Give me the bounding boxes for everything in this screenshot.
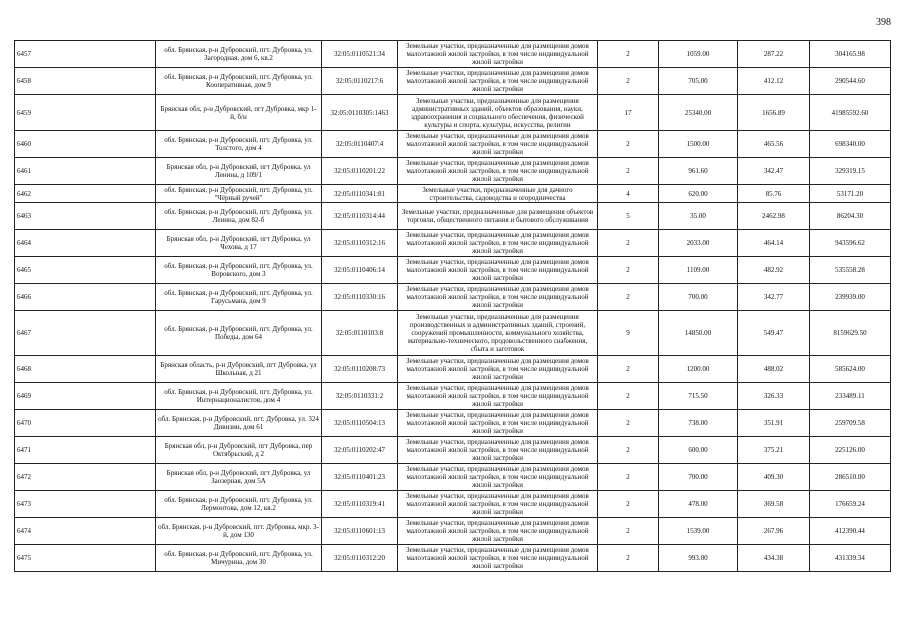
land-use-cell: Земельные участки, предназначенные для размещения домов малоэтажной жилой застройки, в том числе индивидуальной жилой застройки — [398, 464, 598, 491]
cadastral-value-cell: 239939.00 — [810, 284, 891, 311]
row-number: 6474 — [15, 518, 156, 545]
row-number: 6471 — [15, 437, 156, 464]
cadastral-number-cell: 32:05:0110401:23 — [322, 464, 398, 491]
table-row — [15, 41, 891, 68]
use-group-code-cell: 2 — [598, 158, 659, 185]
cadastral-value-cell: 233489.11 — [810, 383, 891, 410]
specific-value-cell: 342.77 — [738, 284, 810, 311]
land-use-cell: Земельные участки, предназначенные для дачного строительства, садоводства и огородничества — [398, 185, 598, 203]
address-cell: обл. Брянская, р-н Дубровский, пгт. Дубровка, ул. Толстого, дом 4 — [156, 131, 322, 158]
specific-value-cell: 434.38 — [738, 545, 810, 572]
use-group-code-cell: 9 — [598, 311, 659, 356]
area-cell: 738.00 — [659, 410, 738, 437]
table-row — [15, 410, 891, 437]
table-row — [15, 437, 891, 464]
row-number: 6462 — [15, 185, 156, 203]
land-use-cell: Земельные участки, предназначенные для размещения домов малоэтажной жилой застройки, в том числе индивидуальной жилой застройки — [398, 284, 598, 311]
specific-value-cell: 85.76 — [738, 185, 810, 203]
use-group-code-cell: 2 — [598, 437, 659, 464]
table-body — [15, 41, 891, 572]
use-group-code-cell: 2 — [598, 284, 659, 311]
land-use-cell: Земельные участки, предназначенные для размещения домов малоэтажной жилой застройки, в том числе индивидуальной жилой застройки — [398, 257, 598, 284]
area-cell: 961.60 — [659, 158, 738, 185]
cadastral-value-cell: 259709.58 — [810, 410, 891, 437]
cadastral-number-cell: 32:05:0110305:1463 — [322, 95, 398, 131]
address-cell: обл. Брянская, р-н Дубровский, пгт. Дубровка, мкр. 3-й, дом 130 — [156, 518, 322, 545]
land-use-cell: Земельные участки, предназначенные для размещения домов малоэтажной жилой застройки, в том числе индивидуальной жилой застройки — [398, 518, 598, 545]
specific-value-cell: 351.91 — [738, 410, 810, 437]
area-cell: 700.00 — [659, 464, 738, 491]
table-row — [15, 491, 891, 518]
cadastral-value-cell: 943596.62 — [810, 230, 891, 257]
row-number: 6457 — [15, 41, 156, 68]
land-use-cell: Земельные участки, предназначенные для размещения производственных и административных зданий, строений, сооружений промышленности, коммунального хозяйства, материально-технического, продовольственного снабжения, сбыта и заготовок — [398, 311, 598, 356]
use-group-code-cell: 2 — [598, 68, 659, 95]
cadastral-number-cell: 32:05:0110341:81 — [322, 185, 398, 203]
land-use-cell: Земельные участки, предназначенные для размещения домов малоэтажной жилой застройки, в том числе индивидуальной жилой застройки — [398, 410, 598, 437]
use-group-code-cell: 2 — [598, 41, 659, 68]
land-use-cell: Земельные участки, предназначенные для размещения домов малоэтажной жилой застройки, в том числе индивидуальной жилой застройки — [398, 383, 598, 410]
area-cell: 1500.00 — [659, 131, 738, 158]
address-cell: Брянская область, р-н Дубровский, пгт Дубровка, ул Школьная, д 21 — [156, 356, 322, 383]
cadastral-value-cell: 176659.24 — [810, 491, 891, 518]
cadastral-number-cell: 32:05:0110406:14 — [322, 257, 398, 284]
table-row — [15, 95, 891, 131]
area-cell: 14850.00 — [659, 311, 738, 356]
specific-value-cell: 342.47 — [738, 158, 810, 185]
cadastral-number-cell: 32:05:0110312:20 — [322, 545, 398, 572]
page-number: 398 — [876, 17, 891, 28]
table-row — [15, 464, 891, 491]
address-cell: обл. Брянская, р-н Дубровский, пгт. Дубровка, ул. Ленина, дом 82-б — [156, 203, 322, 230]
area-cell: 2033.00 — [659, 230, 738, 257]
table-row — [15, 257, 891, 284]
cadastral-number-cell: 32:05:0110330:16 — [322, 284, 398, 311]
cadastral-number-cell: 32:05:0110601:13 — [322, 518, 398, 545]
cadastral-number-cell: 32:05:0110319:41 — [322, 491, 398, 518]
table-row — [15, 230, 891, 257]
row-number: 6473 — [15, 491, 156, 518]
cadastral-value-cell: 290544.60 — [810, 68, 891, 95]
use-group-code-cell: 5 — [598, 203, 659, 230]
use-group-code-cell: 2 — [598, 545, 659, 572]
cadastral-value-cell: 286510.00 — [810, 464, 891, 491]
address-cell: Брянская обл, р-н Дубровский, пгт Дубровка, пер Октябрьский, д 2 — [156, 437, 322, 464]
address-cell: обл. Брянская, р-н Дубровский, пгт. Дубровка, ул. Победы, дом 64 — [156, 311, 322, 356]
use-group-code-cell: 2 — [598, 131, 659, 158]
specific-value-cell: 409.30 — [738, 464, 810, 491]
area-cell: 25340.00 — [659, 95, 738, 131]
cadastral-value-cell: 8159629.50 — [810, 311, 891, 356]
specific-value-cell: 412.12 — [738, 68, 810, 95]
area-cell: 600.00 — [659, 437, 738, 464]
cadastral-number-cell: 32:05:0110407:4 — [322, 131, 398, 158]
area-cell: 620.00 — [659, 185, 738, 203]
address-cell: Брянская обл, р-н Дубровский, пгт Дубровка, ул Заозерная, дом 5А — [156, 464, 322, 491]
land-use-cell: Земельные участки, предназначенные для размещения домов малоэтажной жилой застройки, в том числе индивидуальной жилой застройки — [398, 131, 598, 158]
land-use-cell: Земельные участки, предназначенные для размещения домов малоэтажной жилой застройки, в том числе индивидуальной жилой застройки — [398, 41, 598, 68]
row-number: 6465 — [15, 257, 156, 284]
specific-value-cell: 267.96 — [738, 518, 810, 545]
address-cell: обл. Брянская, р-н Дубровский, пгт. Дубровка, ул. Интернационалистов, дом 4 — [156, 383, 322, 410]
area-cell: 700.00 — [659, 284, 738, 311]
cadastral-number-cell: 32:05:0110314:44 — [322, 203, 398, 230]
cadastral-value-cell: 53171.20 — [810, 185, 891, 203]
use-group-code-cell: 2 — [598, 230, 659, 257]
row-number: 6464 — [15, 230, 156, 257]
use-group-code-cell: 2 — [598, 356, 659, 383]
cadastral-number-cell: 32:05:0110208:73 — [322, 356, 398, 383]
cadastral-value-cell: 304165.98 — [810, 41, 891, 68]
row-number: 6472 — [15, 464, 156, 491]
row-number: 6458 — [15, 68, 156, 95]
use-group-code-cell: 4 — [598, 185, 659, 203]
row-number: 6475 — [15, 545, 156, 572]
address-cell: Брянская обл, р-н Дубровский, пгт Дубровка, ул Чехова, д 17 — [156, 230, 322, 257]
cadastral-number-cell: 32:05:0110331:2 — [322, 383, 398, 410]
land-use-cell: Земельные участки, предназначенные для размещения объектов торговли, общественного питания и бытового обслуживания — [398, 203, 598, 230]
row-number: 6459 — [15, 95, 156, 131]
area-cell: 1109.00 — [659, 257, 738, 284]
row-number: 6469 — [15, 383, 156, 410]
use-group-code-cell: 2 — [598, 410, 659, 437]
table-row — [15, 545, 891, 572]
land-use-cell: Земельные участки, предназначенные для размещения домов малоэтажной жилой застройки, в том числе индивидуальной жилой застройки — [398, 356, 598, 383]
land-use-cell: Земельные участки, предназначенные для размещения домов малоэтажной жилой застройки, в том числе индивидуальной жилой застройки — [398, 437, 598, 464]
area-cell: 1200.00 — [659, 356, 738, 383]
area-cell: 705.00 — [659, 68, 738, 95]
table-row — [15, 284, 891, 311]
use-group-code-cell: 2 — [598, 518, 659, 545]
specific-value-cell: 482.92 — [738, 257, 810, 284]
table-row — [15, 518, 891, 545]
table-row — [15, 383, 891, 410]
address-cell: обл. Брянская, р-н Дубровский, пгт. Дубровка, ул. Лермонтова, дом 12, кв.2 — [156, 491, 322, 518]
cadastral-number-cell: 32:05:0110201:22 — [322, 158, 398, 185]
specific-value-cell: 2462.98 — [738, 203, 810, 230]
use-group-code-cell: 2 — [598, 491, 659, 518]
row-number: 6461 — [15, 158, 156, 185]
cadastral-value-cell: 698340.00 — [810, 131, 891, 158]
cadastral-value-cell: 329319.15 — [810, 158, 891, 185]
row-number: 6460 — [15, 131, 156, 158]
row-number: 6467 — [15, 311, 156, 356]
cadastral-value-cell: 41985592.60 — [810, 95, 891, 131]
table-row — [15, 185, 891, 203]
table-row — [15, 68, 891, 95]
row-number: 6468 — [15, 356, 156, 383]
cadastral-value-cell: 585624.00 — [810, 356, 891, 383]
specific-value-cell: 369.58 — [738, 491, 810, 518]
specific-value-cell: 1656.89 — [738, 95, 810, 131]
cadastral-number-cell: 32:05:0110521:34 — [322, 41, 398, 68]
area-cell: 35.00 — [659, 203, 738, 230]
cadastral-number-cell: 32:05:0110103:8 — [322, 311, 398, 356]
address-cell: обл. Брянская, р-н Дубровский, пгт. Дубровка, ул. 324 Дивизии, дом 61 — [156, 410, 322, 437]
land-use-cell: Земельные участки, предназначенные для размещения домов малоэтажной жилой застройки, в том числе индивидуальной жилой застройки — [398, 68, 598, 95]
cadastral-value-cell: 535558.28 — [810, 257, 891, 284]
specific-value-cell: 549.47 — [738, 311, 810, 356]
cadastral-number-cell: 32:05:0110217:6 — [322, 68, 398, 95]
specific-value-cell: 464.14 — [738, 230, 810, 257]
area-cell: 478.00 — [659, 491, 738, 518]
address-cell: Брянская обл, р-н Дубровский, пгт Дубровка, мкр 1-й, б/н — [156, 95, 322, 131]
land-use-cell: Земельные участки, предназначенные для размещения домов малоэтажной жилой застройки, в том числе индивидуальной жилой застройки — [398, 230, 598, 257]
land-use-cell: Земельные участки, предназначенные для размещения домов малоэтажной жилой застройки, в том числе индивидуальной жилой застройки — [398, 491, 598, 518]
table-row — [15, 131, 891, 158]
row-number: 6466 — [15, 284, 156, 311]
specific-value-cell: 465.56 — [738, 131, 810, 158]
specific-value-cell: 287.22 — [738, 41, 810, 68]
area-cell: 715.50 — [659, 383, 738, 410]
land-use-cell: Земельные участки, предназначенные для размещения административных зданий, объектов образования, науки, здравоохранения и социального обеспечения, физической культуры и спорта, культуры, искусства, религии — [398, 95, 598, 131]
area-cell: 993.00 — [659, 545, 738, 572]
area-cell: 1539.00 — [659, 518, 738, 545]
specific-value-cell: 326.33 — [738, 383, 810, 410]
specific-value-cell: 488.02 — [738, 356, 810, 383]
use-group-code-cell: 2 — [598, 383, 659, 410]
address-cell: обл. Брянская, р-н Дубровский, пгт. Дубровка, ул. Мичурина, дом 30 — [156, 545, 322, 572]
address-cell: обл. Брянская, р-н Дубровский, пгт. Дубровка, ул. Кооперативная, дом 9 — [156, 68, 322, 95]
table-row — [15, 356, 891, 383]
area-cell: 1059.00 — [659, 41, 738, 68]
specific-value-cell: 375.21 — [738, 437, 810, 464]
use-group-code-cell: 2 — [598, 257, 659, 284]
row-number: 6470 — [15, 410, 156, 437]
row-number: 6463 — [15, 203, 156, 230]
address-cell: обл. Брянская, р-н Дубровский, пгт. Дубровка, ул. "Чёрный ручей" — [156, 185, 322, 203]
address-cell: обл. Брянская, р-н Дубровский, пгт. Дубровка, ул. Загородная, дом 6, кв.2 — [156, 41, 322, 68]
cadastral-number-cell: 32:05:0110202:47 — [322, 437, 398, 464]
table-row — [15, 203, 891, 230]
address-cell: Брянская обл, р-н Дубровский, пгт Дубровка, ул Ленина, д 109/1 — [156, 158, 322, 185]
cadastral-value-cell: 412390.44 — [810, 518, 891, 545]
use-group-code-cell: 2 — [598, 464, 659, 491]
address-cell: обл. Брянская, р-н Дубровский, пгт. Дубровка, ул. Гарусьмана, дом 9 — [156, 284, 322, 311]
table-row — [15, 311, 891, 356]
cadastral-value-table — [14, 40, 891, 572]
cadastral-value-cell: 225126.00 — [810, 437, 891, 464]
land-use-cell: Земельные участки, предназначенные для размещения домов малоэтажной жилой застройки, в том числе индивидуальной жилой застройки — [398, 545, 598, 572]
use-group-code-cell: 17 — [598, 95, 659, 131]
cadastral-number-cell: 32:05:0110312:16 — [322, 230, 398, 257]
cadastral-number-cell: 32:05:0110504:13 — [322, 410, 398, 437]
table-row — [15, 158, 891, 185]
cadastral-value-cell: 86204.30 — [810, 203, 891, 230]
cadastral-value-cell: 431339.34 — [810, 545, 891, 572]
address-cell: обл. Брянская, р-н Дубровский, пгт. Дубровка, ул. Воровского, дом 3 — [156, 257, 322, 284]
land-use-cell: Земельные участки, предназначенные для размещения домов малоэтажной жилой застройки, в том числе индивидуальной жилой застройки — [398, 158, 598, 185]
